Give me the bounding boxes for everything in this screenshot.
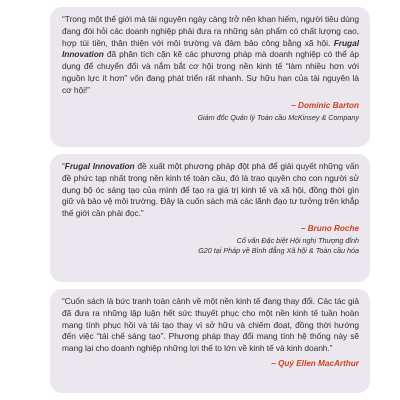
quote-text [62, 296, 359, 355]
quote-card-bruno-roche [50, 154, 370, 282]
quote-card-dominic-barton [50, 7, 370, 147]
role-line: Cố vấn Đặc biệt Hội nghị Thượng đỉnh [236, 235, 359, 245]
quote-author: – Bruno Roche [300, 223, 359, 233]
book-title-emphasis: Frugal Innovation [64, 161, 135, 171]
quote-author: – Dominic Barton [291, 100, 359, 110]
quote-author-role [62, 236, 359, 256]
role-line: G20 tại Pháp về Bình đẳng Xã hội & Toàn cầu hóa [198, 245, 359, 255]
quote-text-end: đã phân tích cặn kẽ các phương pháp mà doanh nghiệp có thể áp dụng để chuyển đổi và nắm bắt cơ hội trong nền kinh tế “làm nhiều hơn với nguồn lực ít hơn” vốn đang phát triển rất nhanh. Sự hữu hạn của tài nguyên là cơ hội!” [62, 49, 359, 95]
quote-text [62, 14, 359, 97]
book-title-emphasis: Frugal Innovation [62, 37, 359, 60]
quote-author-role [62, 113, 359, 123]
quote-text [62, 161, 359, 220]
quote-text-start: “Trong một thế giới mà tài nguyên ngày càng trở nên khan hiếm, người tiêu dùng đang đòi hỏi các doanh nghiệp phải đưa ra những sản phẩm có chất lượng cao, hợp túi tiền, thân thiện với môi trường và đảm bảo công bằng xã hội. [62, 14, 359, 48]
role-line: Giám đốc Quản lý Toàn cầu McKinsey & Company [197, 112, 359, 122]
quote-text-start: “Cuốn sách là bức tranh toàn cảnh về một nền kinh tế đang thay đổi. Các tác giả đã đưa ra những lập luận hết sức thuyết phục cho một nền kinh tế tuần hoàn mang tính phục hồi và tái tạo thay vì sở hữu và chiếm đoạt, đồng thời hướng đến việc “tái chế sáng tạo”. Phương pháp thay đổi mang tính hệ thống này sẽ mang lại cho doanh nghiệp những lợi thế to lớn về kinh tế và kinh doanh.” [62, 296, 359, 354]
quote-text-start: “ [62, 161, 65, 171]
quote-author: – Quý Ellen MacArthur [271, 358, 359, 368]
quote-text-end: đề xuất một phương pháp đột phá để giải quyết những vấn đề phức tạp nhất trong nền kinh tế toàn cầu, đó là trao quyền cho con người sử dụng bộ óc sáng tạo của mình để tạo ra giá trị kinh tế và xã hội, đồng thời gìn giữ và bảo vệ môi trường. Đây là cuốn sách mà các lãnh đạo tư tưởng trên khắp thế giới cần phải đọc.” [62, 161, 359, 219]
quote-card-ellen-macarthur [50, 289, 370, 393]
